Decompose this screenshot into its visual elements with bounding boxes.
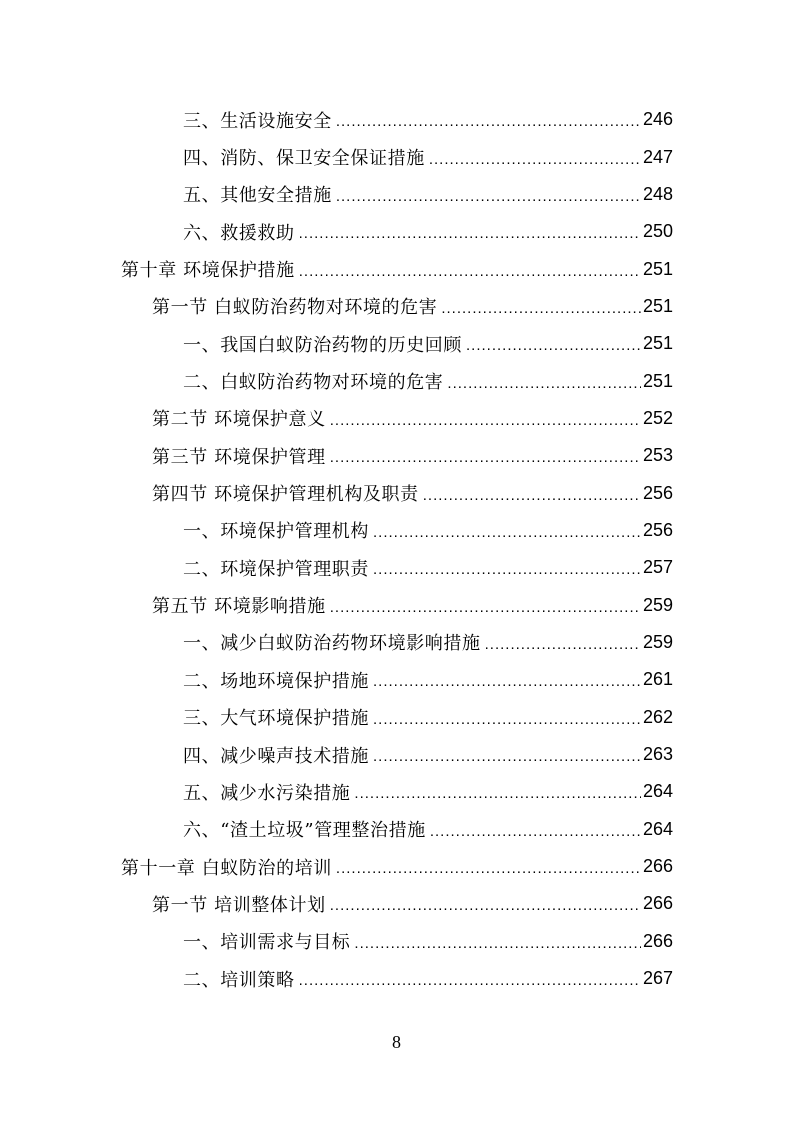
- toc-entry-title: 三、生活设施安全: [183, 110, 332, 132]
- toc-entry-title: 第十一章 白蚁防治的培训: [121, 857, 332, 879]
- dot-leader: [336, 113, 641, 130]
- dot-leader: [423, 487, 641, 504]
- toc-entry[interactable]: [0, 437, 793, 474]
- toc-entry[interactable]: [0, 512, 793, 549]
- toc-entry-title: 一、我国白蚁防治药物的历史回顾: [183, 334, 462, 356]
- toc-entry[interactable]: [0, 474, 793, 511]
- toc-entry-title: 五、其他安全措施: [183, 185, 332, 207]
- toc-entry[interactable]: [0, 699, 793, 736]
- toc-entry-page: 251: [642, 370, 673, 391]
- dot-leader: [299, 263, 641, 280]
- dot-leader: [354, 785, 641, 802]
- toc-entry-title: 四、消防、保卫安全保证措施: [183, 148, 425, 170]
- toc-entry-title: 一、环境保护管理机构: [183, 521, 369, 543]
- toc-entry[interactable]: [0, 288, 793, 325]
- toc-entry-page: 259: [642, 594, 673, 615]
- toc-entry-title: 二、环境保护管理职责: [183, 558, 369, 580]
- toc-entry[interactable]: [0, 773, 793, 810]
- toc-entry-page: 266: [642, 856, 673, 877]
- toc-entry-title: 第一节 培训整体计划: [152, 894, 326, 916]
- toc-entry-page: 264: [642, 781, 673, 802]
- toc-entry[interactable]: [0, 176, 793, 213]
- toc-entry-page: 259: [642, 631, 673, 652]
- toc-entry-page: 256: [642, 482, 673, 503]
- toc-entry-title: 一、培训需求与目标: [183, 932, 351, 954]
- page-number: 8: [392, 1032, 401, 1052]
- dot-leader: [373, 561, 641, 578]
- toc-entry-title: 第五节 环境影响措施: [152, 596, 326, 618]
- toc-entry-title: 第一节 白蚁防治药物对环境的危害: [152, 297, 438, 319]
- toc-entry[interactable]: [0, 250, 793, 287]
- toc-entry-page: 266: [642, 893, 673, 914]
- toc-entry-page: 251: [642, 295, 673, 316]
- dot-leader: [373, 524, 641, 541]
- dot-leader: [441, 300, 641, 317]
- dot-leader: [447, 375, 641, 392]
- toc-entry-page: 251: [642, 258, 673, 279]
- toc-entry-page: 264: [642, 818, 673, 839]
- toc-entry-title: 二、白蚁防治药物对环境的危害: [183, 372, 444, 394]
- toc-entry[interactable]: [0, 138, 793, 175]
- dot-leader: [373, 711, 641, 728]
- dot-leader: [373, 673, 641, 690]
- dot-leader: [330, 412, 641, 429]
- toc-entry[interactable]: [0, 586, 793, 623]
- toc-entry-title: 五、减少水污染措施: [183, 782, 351, 804]
- toc-entry-page: 263: [642, 744, 673, 765]
- dot-leader: [330, 599, 641, 616]
- toc-entry-title: 第四节 环境保护管理机构及职责: [152, 484, 419, 506]
- toc-entry-page: 246: [642, 109, 673, 130]
- toc-entry[interactable]: [0, 362, 793, 399]
- toc-entry-page: 252: [642, 407, 673, 428]
- dot-leader: [299, 225, 641, 242]
- toc-entry[interactable]: [0, 885, 793, 922]
- table-of-contents: [0, 101, 793, 997]
- toc-entry-page: 251: [642, 333, 673, 354]
- toc-entry-title: 第二节 环境保护意义: [152, 409, 326, 431]
- dot-leader: [336, 188, 641, 205]
- toc-entry-title: 四、减少噪声技术措施: [183, 745, 369, 767]
- toc-entry[interactable]: [0, 101, 793, 138]
- dot-leader: [330, 449, 641, 466]
- dot-leader: [466, 337, 641, 354]
- toc-entry-page: 261: [642, 669, 673, 690]
- toc-entry[interactable]: [0, 549, 793, 586]
- toc-entry-title: 三、大气环境保护措施: [183, 708, 369, 730]
- toc-entry-page: 267: [642, 968, 673, 989]
- toc-entry[interactable]: [0, 848, 793, 885]
- dot-leader: [330, 897, 641, 914]
- dot-leader: [373, 748, 641, 765]
- dot-leader: [336, 860, 641, 877]
- toc-entry-page: 250: [642, 221, 673, 242]
- toc-entry[interactable]: [0, 811, 793, 848]
- toc-entry-page: 253: [642, 445, 673, 466]
- toc-entry[interactable]: [0, 325, 793, 362]
- toc-entry[interactable]: [0, 736, 793, 773]
- toc-entry-title: 二、场地环境保护措施: [183, 670, 369, 692]
- dot-leader: [430, 823, 641, 840]
- toc-entry[interactable]: [0, 923, 793, 960]
- toc-entry-title: 一、减少白蚁防治药物环境影响措施: [183, 633, 481, 655]
- toc-entry[interactable]: [0, 960, 793, 997]
- dot-leader: [429, 151, 641, 168]
- toc-entry-page: 262: [642, 706, 673, 727]
- toc-entry-page: 247: [642, 146, 673, 167]
- toc-entry-title: 二、培训策略: [183, 969, 295, 991]
- toc-entry-title: 六、“渣土垃圾”管理整治措施: [183, 820, 426, 842]
- toc-entry[interactable]: [0, 213, 793, 250]
- toc-entry[interactable]: [0, 400, 793, 437]
- toc-entry-page: 257: [642, 557, 673, 578]
- toc-entry-title: 第三节 环境保护管理: [152, 446, 326, 468]
- toc-entry-title: 六、救援救助: [183, 222, 295, 244]
- toc-entry-title: 第十章 环境保护措施: [121, 260, 295, 282]
- toc-entry[interactable]: [0, 661, 793, 698]
- toc-entry-page: 266: [642, 930, 673, 951]
- dot-leader: [299, 972, 641, 989]
- dot-leader: [485, 636, 641, 653]
- toc-entry-page: 248: [642, 183, 673, 204]
- dot-leader: [354, 935, 641, 952]
- toc-entry[interactable]: [0, 624, 793, 661]
- toc-entry-page: 256: [642, 519, 673, 540]
